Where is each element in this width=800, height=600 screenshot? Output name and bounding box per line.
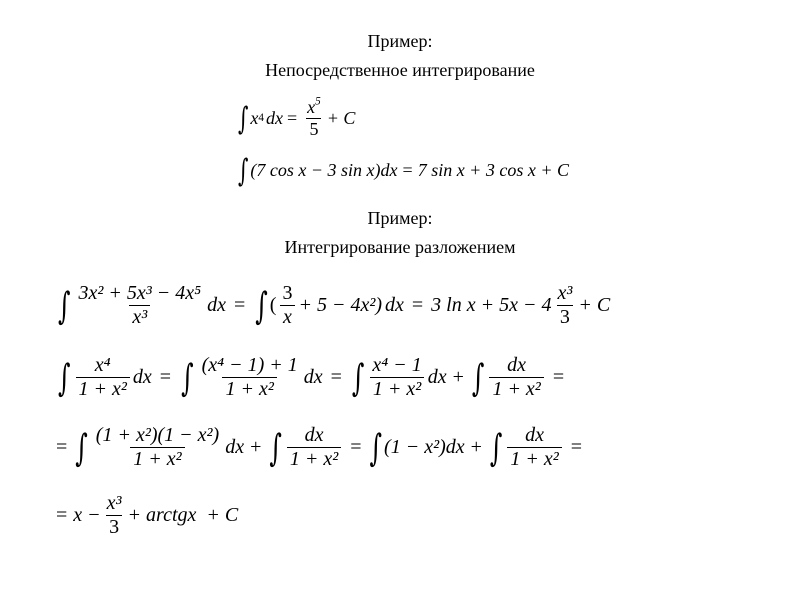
open-paren: ( (269, 294, 277, 316)
section-title-direct-integration: Непосредственное интегрирование (265, 60, 535, 80)
equals-sign: = (570, 436, 583, 458)
equals-sign: = (402, 159, 413, 180)
differential: dx (225, 436, 245, 458)
fraction-denominator: 1 + x² (489, 377, 543, 400)
result: 7 sin x + 3 cos x + C (417, 159, 569, 180)
formula-rational-decomposition (56, 355, 570, 400)
fraction-denominator: 1 + x² (76, 377, 130, 400)
fraction-numerator: $x^5$ (307, 95, 321, 117)
formula-power-integral: ∫ x 4 dx = $\frac{x^5}{5}$ + C (238, 95, 356, 139)
fraction-numerator: 3x² + 5x³ − 4x⁵ (78, 282, 202, 304)
fraction-numerator: x³ (557, 282, 573, 304)
fraction-numerator: x⁴ − 1 (372, 354, 422, 376)
integral-sign-icon: ∫ (58, 355, 71, 400)
section-title-decomposition: Интегрирование разложением (284, 237, 516, 257)
fraction-numerator: x³ (106, 492, 122, 514)
constant-term: + arctgx + C (127, 504, 239, 526)
fraction-denominator: 1 + x² (507, 447, 561, 470)
plus-sign: + (250, 436, 262, 458)
integral-sign-icon: ∫ (58, 283, 71, 328)
result-fraction (554, 283, 575, 328)
equals-sign: = (552, 366, 565, 388)
equals-sign: = (287, 107, 298, 128)
equals-sign: = (330, 366, 342, 388)
differential: dx (303, 366, 323, 388)
integral-sign-icon: ∫ (238, 151, 249, 189)
example-heading-1: Пример: (367, 31, 433, 51)
integrand-fraction (76, 283, 205, 328)
integral-sign-icon: ∫ (269, 425, 282, 470)
formula-final-result (56, 493, 238, 538)
integrand: x (250, 107, 259, 128)
equals-sign: = (233, 294, 246, 316)
integral-sign-icon: ∫ (351, 355, 365, 400)
equals-sign: = (411, 294, 424, 316)
fraction-denominator: 3 (106, 515, 122, 538)
formula-continuation (56, 425, 588, 470)
middle-terms: + 5 − 4x²) (298, 294, 382, 316)
integral-sign-icon: ∫ (181, 355, 194, 400)
fraction-denominator: 5 (306, 118, 321, 139)
fraction (76, 355, 130, 400)
formula-trig-integral (236, 151, 569, 189)
constant-term: + C (326, 107, 356, 128)
fraction-denominator: 3 (557, 305, 573, 328)
integral-sign-icon: ∫ (255, 283, 268, 328)
integral-sign-icon: ∫ (471, 355, 485, 400)
fraction-numerator: (1 + x²)(1 − x²) (95, 424, 220, 446)
equals-sign: = (350, 436, 362, 458)
formula-polynomial-decomposition (56, 283, 610, 328)
fraction-denominator: x³ (129, 305, 150, 328)
plus-sign: + (470, 436, 482, 458)
integral-sign-icon: ∫ (489, 425, 503, 470)
result: 3 ln x + 5x − 4 (431, 294, 552, 316)
fraction (287, 425, 341, 470)
constant-term: + C (578, 294, 611, 316)
equals-sign: = (56, 504, 68, 526)
integral-sign-icon: ∫ (238, 99, 249, 137)
differential: dx (384, 294, 404, 316)
result-fraction (304, 95, 324, 139)
fraction (93, 425, 222, 470)
differential: dx (132, 366, 152, 388)
fraction-denominator: 1 + x² (222, 377, 276, 400)
integral-sign-icon: ∫ (369, 425, 383, 470)
fraction-numerator: x⁴ (94, 354, 111, 376)
differential: dx (266, 107, 283, 128)
inner-fraction (279, 283, 295, 328)
equals-sign: = (159, 366, 172, 388)
fraction-numerator: dx (525, 424, 545, 446)
result-fraction (104, 493, 125, 538)
fraction-denominator: 1 + x² (130, 447, 184, 470)
fraction-numerator: dx (304, 424, 324, 446)
equals-sign: = (56, 436, 68, 458)
integral-sign-icon: ∫ (75, 425, 88, 470)
fraction-numerator: (x⁴ − 1) + 1 (201, 354, 298, 376)
fraction-denominator: 1 + x² (287, 447, 341, 470)
differential: dx (427, 366, 447, 388)
example-heading-2: Пример: (367, 208, 433, 228)
plus-sign: + (452, 366, 464, 388)
integrand: (7 cos x − 3 sin x)dx (250, 159, 398, 180)
differential: dx (207, 294, 226, 316)
fraction (507, 425, 561, 470)
fraction-numerator: 3 (282, 282, 293, 304)
fraction-numerator: dx (507, 354, 527, 376)
fraction (369, 355, 424, 400)
fraction (199, 355, 301, 400)
x-term: x − (73, 504, 101, 526)
fraction (489, 355, 543, 400)
middle-term: (1 − x²)dx (384, 436, 465, 458)
fraction-denominator: x (280, 305, 295, 328)
fraction-denominator: 1 + x² (370, 377, 424, 400)
